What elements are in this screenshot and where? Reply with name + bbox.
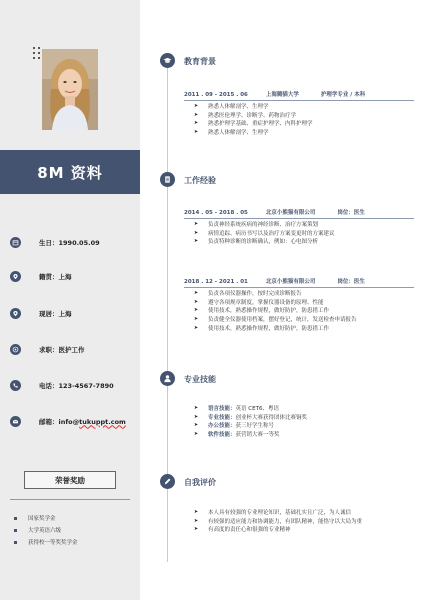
list-item: ➤ 遵守各项规章制度，掌握仪器设备的原理、性能: [193, 298, 324, 306]
list-item: ➤ 使用技术，熟悉操作规程，做好防护，防患措工作: [193, 324, 330, 332]
info-phone: [10, 378, 140, 392]
list-item: ➤ 软件技能： 获营销大赛一等奖: [193, 431, 280, 439]
divider: [184, 218, 414, 219]
list-item: ➤ 语言技能： 英语 CET6、粤语: [193, 405, 279, 413]
job-bullets: [184, 220, 424, 246]
list-item: ➤ 负责健全仪器使用档案，摆好登记，统计，发送检查申请报告: [193, 316, 357, 324]
info-residence: [10, 306, 140, 320]
person-icon: [160, 371, 175, 386]
list-item: ➤ 熟悉医伦理学、诊断学、药物治疗学: [193, 111, 297, 119]
list-item: ➤ 专业技能： 创业杯大赛获得团体比赛铜奖: [193, 413, 308, 421]
divider: [184, 287, 414, 288]
phone-text: 电话：123-4567-7890: [39, 381, 114, 390]
info-email: [10, 414, 140, 428]
skills-list: [184, 404, 424, 438]
document-icon: [160, 172, 175, 187]
location-pin-icon: [10, 271, 21, 282]
phone-icon: [10, 380, 21, 391]
drag-handle-icon[interactable]: [33, 47, 42, 61]
education-bullets: [184, 102, 424, 136]
residence-text: 现居：上海: [39, 309, 72, 318]
list-item: ➤ 使用技术，熟悉操作规程，做好防护，防患措工作: [193, 307, 330, 315]
calendar-icon: [10, 237, 21, 248]
list-item: ➤ 有较强的适应能力和协调能力，有团队精神，能恪守以大局为重: [193, 517, 363, 525]
list-item: 国家奖学金: [14, 512, 78, 524]
honors-list: [14, 512, 78, 548]
list-item: ➤ 负责特种诊断的诊断确认，例如：心电图分析: [193, 238, 319, 246]
job-entry-head: 2014 . 05 - 2018 . 05 北京小熊猫有限公司 岗位：医生: [184, 210, 365, 216]
list-item: ➤ 熟悉护理学基础、重症护理学、内科护理学: [193, 120, 313, 128]
honors-title: 荣誉奖励: [55, 475, 85, 485]
job-target-text: 求职：医护工作: [39, 345, 85, 354]
list-item: ➤ 办公技能： 获三好学生称号: [193, 422, 275, 430]
info-job-target: [10, 342, 140, 356]
list-item: ➤ 负责各项仪器操作，按时完成诊断报告: [193, 290, 302, 298]
graduation-cap-icon: [160, 53, 175, 68]
list-item: ➤ 熟悉人体解剖学、生理学: [193, 129, 269, 137]
profile-photo: [42, 49, 98, 130]
main-content: [140, 0, 425, 600]
info-birthday: [10, 235, 140, 249]
divider: [184, 100, 414, 101]
list-item: ➤ 负责神经系统疾病的神经诊断、治疗方案策划: [193, 221, 319, 229]
hometown-text: 籍贯：上海: [39, 272, 72, 281]
location-pin-icon: [10, 308, 21, 319]
list-item: 获得校一等奖奖学金: [14, 536, 78, 548]
skills-title: 专业技能: [184, 375, 216, 384]
list-item: 大学英语六级: [14, 524, 78, 536]
target-icon: [10, 344, 21, 355]
info-hometown: [10, 269, 140, 283]
list-item: ➤ 有高度的责任心和很强的专业精神: [193, 526, 291, 534]
left-sidebar: [0, 0, 140, 600]
job-entry-head: 2018 . 12 - 2021 . 01 北京小熊猫有限公司 岗位：医生: [184, 279, 365, 285]
list-item: ➤ 熟悉人体解剖学、生理学: [193, 103, 269, 111]
self-eval-bullets: [184, 508, 424, 534]
work-title: 工作经验: [184, 176, 216, 185]
pen-icon: [160, 474, 175, 489]
job-bullets: [184, 289, 424, 332]
resume-title-banner: [0, 150, 140, 194]
list-item: ➤ 病情追踪、病历书写以及治疗方案变更时的方案建议: [193, 229, 335, 237]
honors-title-box: [24, 471, 116, 489]
email-text: 邮箱：info@tukuppt.com: [39, 417, 126, 426]
list-item: ➤ 本人具有较强的专业理论知识，基础扎实且广泛，为人诚信: [193, 509, 352, 517]
education-title: 教育背景: [184, 57, 216, 66]
education-entry-head: 2011 . 09 - 2015 . 06 上海腾猫大学 护理学专业 / 本科: [184, 92, 366, 98]
self-eval-title: 自我评价: [184, 478, 216, 487]
resume-title: 8M 资料: [37, 163, 103, 182]
mail-icon: [10, 416, 21, 427]
divider: [10, 499, 130, 500]
birthday-text: 生日：1990.05.09: [39, 238, 100, 247]
